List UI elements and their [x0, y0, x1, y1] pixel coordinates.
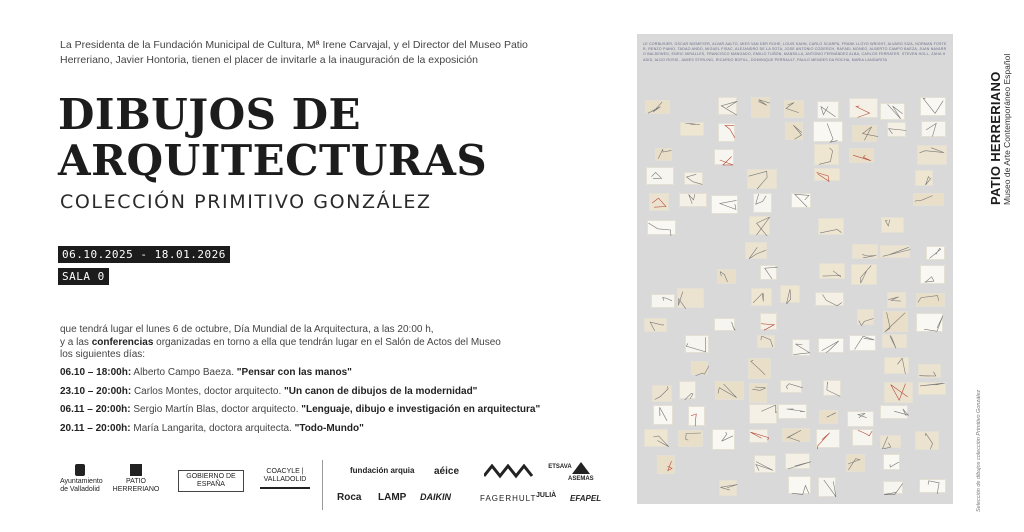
drawing-thumbnail — [754, 455, 776, 473]
drawing-thumbnail — [751, 97, 770, 118]
drawing-thumbnail — [880, 103, 905, 120]
drawing-thumbnail — [749, 383, 766, 403]
conference-speaker: Carlos Montes, doctor arquitecto. — [131, 385, 285, 397]
drawing-thumbnail — [816, 429, 839, 449]
coat-of-arms-icon — [75, 464, 85, 476]
valladolid-logo — [60, 464, 103, 494]
conference-time: 06.11 – 20:00h: — [60, 404, 131, 415]
drawing-thumbnail — [849, 148, 874, 164]
drawing-thumbnail — [791, 193, 811, 208]
drawing-thumbnail — [915, 431, 939, 451]
conference-time: 20.11 – 20:00h: — [60, 422, 131, 434]
drawing-thumbnail — [881, 217, 904, 233]
drawing-thumbnail — [785, 453, 811, 469]
gobierno-logo — [178, 470, 244, 492]
drawing-thumbnail — [679, 193, 706, 207]
asemas-triangle-icon — [572, 462, 590, 474]
drawing-thumbnail — [918, 364, 941, 378]
museum-brand — [970, 30, 1010, 210]
drawing-thumbnail — [719, 480, 736, 496]
drawing-thumbnail — [916, 293, 946, 307]
conference-time: 06.10 – 18:00h: — [60, 367, 132, 378]
description-text: organizadas en torno a ella que tendrán lugar en el Salón de Actos del Museo — [153, 336, 501, 348]
conference-list — [60, 364, 600, 438]
drawing-thumbnail — [748, 358, 771, 379]
drawings-grid — [643, 96, 947, 498]
sponsor-daikin: DAIKIN — [420, 492, 451, 502]
drawing-thumbnail — [815, 292, 844, 306]
logo-strip — [60, 460, 620, 510]
drawings-poster — [637, 34, 953, 504]
conference-item — [60, 364, 600, 383]
drawing-thumbnail — [753, 193, 772, 213]
sponsor-efapel: EFAPEL — [570, 494, 602, 503]
museum-icon — [130, 464, 142, 476]
logo-divider — [322, 460, 323, 510]
drawing-thumbnail — [851, 264, 876, 285]
date-range-badge: 06.10.2025 - 18.01.2026 — [58, 246, 230, 263]
conference-title: "Todo-Mundo" — [294, 422, 364, 434]
drawing-thumbnail — [880, 405, 908, 419]
drawing-thumbnail — [788, 476, 811, 495]
drawing-thumbnail — [685, 335, 709, 353]
museum-brand-name: PATIO HERRERIANO — [988, 71, 1003, 205]
description-text: y a las — [60, 336, 92, 348]
drawing-thumbnail — [780, 285, 800, 303]
valladolid-logo-text: Ayuntamiento de Valladolid — [60, 478, 103, 493]
drawing-thumbnail — [749, 404, 777, 424]
drawing-thumbnail — [884, 382, 914, 403]
drawing-thumbnail — [846, 454, 865, 472]
patio-logo-text: PATIO HERRERIANO — [112, 478, 160, 493]
drawing-thumbnail — [780, 380, 802, 393]
drawing-thumbnail — [921, 121, 946, 137]
drawing-thumbnail — [852, 125, 878, 141]
drawing-thumbnail — [920, 265, 946, 284]
drawing-thumbnail — [652, 385, 672, 402]
drawing-thumbnail — [691, 361, 709, 376]
drawing-thumbnail — [849, 335, 876, 351]
drawing-thumbnail — [688, 406, 705, 426]
drawing-thumbnail — [920, 97, 946, 115]
drawing-thumbnail — [747, 169, 777, 189]
drawing-thumbnail — [884, 357, 910, 374]
drawing-thumbnail — [644, 429, 668, 447]
gobierno-logo-text: GOBIERNO DE ESPAÑA — [186, 473, 236, 488]
drawing-thumbnail — [918, 382, 946, 395]
conference-speaker: Alberto Campo Baeza. — [131, 367, 237, 378]
drawing-thumbnail — [817, 101, 840, 118]
drawing-thumbnail — [818, 477, 836, 497]
conference-time: 23.10 – 20:00h: — [60, 385, 132, 397]
drawing-thumbnail — [647, 220, 677, 236]
patio-herreriano-logo — [108, 464, 164, 494]
drawing-thumbnail — [649, 193, 669, 211]
drawing-thumbnail — [847, 411, 875, 427]
drawing-thumbnail — [813, 121, 843, 141]
drawing-thumbnail — [655, 148, 672, 162]
drawing-thumbnail — [745, 242, 766, 259]
exhibition-title — [58, 92, 487, 184]
drawing-thumbnail — [882, 334, 907, 348]
drawing-thumbnail — [760, 265, 777, 280]
sponsor-roca: Roca — [337, 492, 362, 503]
drawing-thumbnail — [887, 292, 907, 308]
drawing-thumbnail — [680, 122, 703, 136]
drawing-thumbnail — [823, 380, 841, 396]
drawing-thumbnail — [814, 168, 840, 181]
coacyle-logo — [254, 468, 316, 491]
sponsor-etsava — [484, 464, 572, 482]
museum-brand-subtitle: Museo de Arte Contemporáneo Español — [1002, 53, 1012, 205]
drawing-thumbnail — [849, 98, 878, 117]
drawing-thumbnail — [880, 245, 910, 258]
drawing-thumbnail — [857, 309, 874, 325]
sponsor-aeice: aéice — [434, 466, 460, 477]
drawing-thumbnail — [749, 216, 770, 236]
asemas-label: ASEMAS — [568, 476, 594, 482]
title-line-2: ARQUITECTURAS — [58, 136, 488, 185]
drawing-thumbnail — [784, 100, 804, 118]
drawing-thumbnail — [883, 311, 908, 332]
drawing-thumbnail — [679, 381, 696, 399]
title-line-1: DIBUJOS DE — [58, 90, 362, 139]
drawing-thumbnail — [917, 145, 946, 164]
drawing-thumbnail — [926, 246, 945, 260]
drawing-thumbnail — [782, 428, 810, 441]
poster-caption: Selección de dibujos colección Primitivo González — [976, 389, 982, 512]
conference-item — [60, 420, 600, 439]
conference-item — [60, 401, 600, 420]
drawing-thumbnail — [651, 294, 675, 308]
sponsor-julia: JULIÀ — [536, 492, 557, 499]
drawing-thumbnail — [749, 429, 768, 443]
drawing-thumbnail — [646, 167, 674, 185]
drawing-thumbnail — [751, 288, 772, 306]
drawing-thumbnail — [760, 313, 777, 330]
drawing-thumbnail — [883, 481, 903, 495]
sponsor-arquia: fundación arquia — [350, 466, 415, 475]
drawing-thumbnail — [916, 313, 943, 332]
conference-speaker: María Langarita, doctora arquitecta. — [130, 422, 295, 434]
room-badge: SALA 0 — [58, 268, 109, 285]
exhibition-subtitle: COLECCIÓN PRIMITIVO GONZÁLEZ — [60, 191, 432, 213]
drawing-thumbnail — [718, 123, 735, 142]
drawing-thumbnail — [819, 263, 845, 280]
drawing-thumbnail — [684, 172, 702, 185]
drawing-thumbnail — [715, 381, 745, 400]
architects-name-list: LE CORBUSIER, OSCAR NIEMEYER, ALVAR AALTO, MIES VAN DER ROHE, LOUIS KAHN, CARLO SCARPA, FRANK LLOYD WRIGHT, ALVARO SIZA, NORMAN FOSTER, RENZO PIANO, TADAO ANDO, MIGUEL FISAC, ALEJANDRO DE LA SOTA, JOSE ANTONIO CODERCH, RAFAEL MONEO, ALBERTO CAMPO BAEZA, JUAN NAVARRO BALDEWEG, ENRIC MIRALLES, FRANCISCO MANGADO, EMILIO TUÑÓN, MANSILLA, ANTONIO FERNÁNDEZ ALBA, CARLOS FERRATER, STEVEN HOLL, ZAHA HADID, ALDO ROSSI, JAMES STIRLING, RICARDO BOFILL, DOMINIQUE PERRAULT, PAULO MENDES DA ROCHA, MARIA LANGARITA — [643, 42, 947, 62]
drawing-thumbnail — [785, 122, 802, 140]
sponsor-asemas — [568, 462, 594, 482]
drawing-thumbnail — [913, 193, 943, 206]
invitation-intro: La Presidenta de la Fundación Municipal de Cultura, Mª Irene Carvajal, y el Director del Museo Patio Herreriano, Javier Hontoria, tienen el placer de invitarle a la inauguración de la exposición — [60, 39, 528, 66]
drawing-thumbnail — [711, 195, 737, 214]
conference-title: "Lenguaje, dibujo e investigación en arquitectura" — [301, 404, 541, 415]
drawing-thumbnail — [818, 218, 844, 236]
drawing-thumbnail — [677, 288, 704, 309]
drawing-thumbnail — [919, 479, 946, 493]
drawing-thumbnail — [778, 404, 807, 420]
description-line-3: los siguientes días: — [60, 349, 146, 360]
drawing-thumbnail — [852, 429, 873, 446]
drawing-thumbnail — [883, 454, 900, 470]
conference-title: "Pensar con las manos" — [236, 367, 352, 378]
coacyle-logo-text: COACYLE | VALLADOLID — [263, 468, 307, 483]
drawing-thumbnail — [714, 318, 736, 331]
conference-title: "Un canon de dibujos de la modernidad" — [284, 385, 478, 397]
drawing-thumbnail — [644, 318, 667, 332]
sponsor-lamp: LAMP — [378, 492, 407, 503]
event-description — [60, 324, 560, 362]
drawing-thumbnail — [792, 339, 810, 356]
description-emphasis: conferencias — [91, 336, 154, 348]
etsava-label: ETSAVA — [548, 464, 572, 470]
drawing-thumbnail — [717, 269, 736, 285]
drawing-thumbnail — [678, 430, 703, 447]
drawing-thumbnail — [645, 100, 669, 114]
etsava-zigzag-icon — [484, 464, 546, 480]
drawing-thumbnail — [852, 244, 878, 259]
drawing-thumbnail — [757, 335, 775, 349]
drawing-thumbnail — [814, 144, 839, 165]
description-line-2 — [60, 337, 560, 350]
drawing-thumbnail — [915, 170, 933, 186]
drawing-thumbnail — [887, 122, 906, 137]
sponsor-fagerhult: FAGERHULT — [480, 494, 537, 503]
drawing-thumbnail — [714, 149, 735, 165]
conference-speaker: Sergio Martín Blas, doctor arquitecto. — [130, 404, 302, 415]
conference-item — [60, 383, 600, 402]
drawing-thumbnail — [657, 455, 676, 474]
drawing-thumbnail — [818, 338, 843, 353]
drawing-thumbnail — [653, 405, 672, 426]
drawing-thumbnail — [819, 410, 838, 424]
description-line-1: que tendrá lugar el lunes 6 de octubre, Día Mundial de la Arquitectura, a las 20:00 h, — [60, 324, 434, 335]
drawing-thumbnail — [880, 435, 900, 449]
drawing-thumbnail — [718, 97, 737, 115]
drawing-thumbnail — [712, 429, 735, 450]
coacyle-rule — [260, 487, 310, 489]
